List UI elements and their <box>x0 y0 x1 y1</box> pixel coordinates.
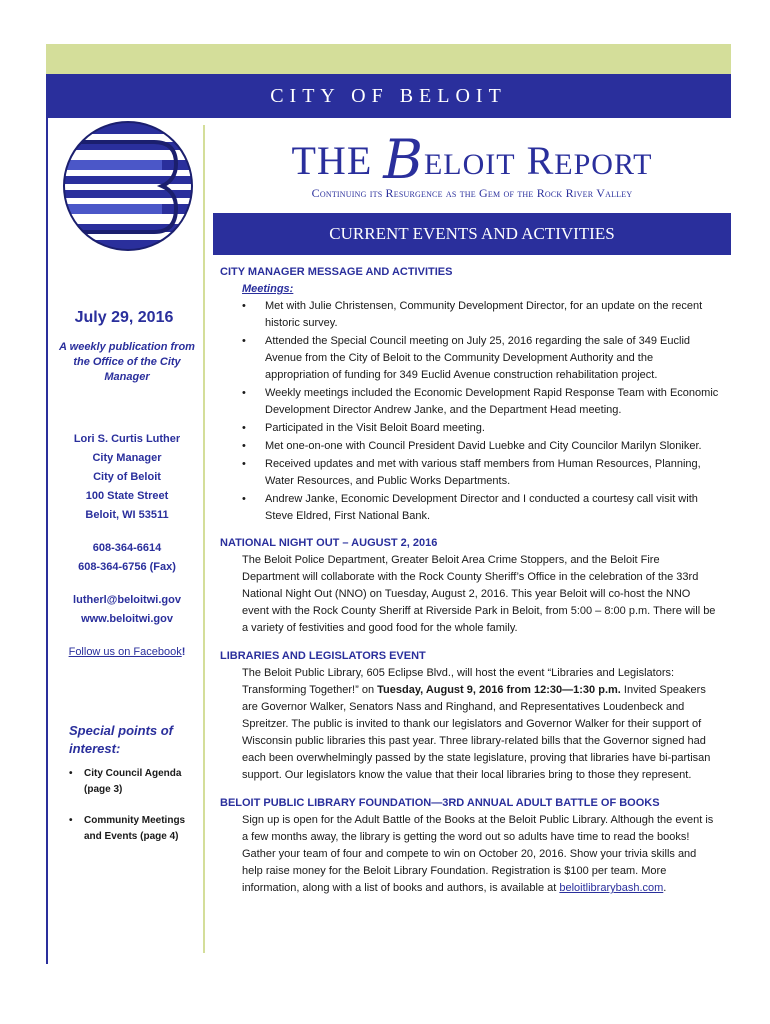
column-divider <box>203 125 205 953</box>
list-item: • Andrew Janke, Economic Development Director and I conducted a courtesy call visit with Steve Eldred, First National Bank. <box>220 491 720 525</box>
list-item: • Weekly meetings included the Economic Development Rapid Response Team with Economic Development Director Andrew Janke, and the Department Head meeting. <box>220 385 720 419</box>
contact-title: City Manager <box>92 452 162 464</box>
report-subtitle: Continuing its Resurgence as the Gem of the Rock River Valley <box>311 186 633 200</box>
paragraph: The Beloit Public Library, 605 Eclipse Blvd., will host the event “Libraries and Legislators: Transforming Together!” on Tuesday, August 9, 2016 from 12:30—1:30 p.m. Invited Speakers are Governor Walker, Senators Nass and Ringhand, and Representatives Loudenbeck and Spreitzer. The public is invited to thank our legislators and Governor Walker for their support of Wisconsin public libraries this past year. Three library-related bills that the Governor signed had each been overwhelmingly passed by the state legislature, proving that libraries have bi-partisan support. Our legislators know the value that their local libraries bring to those they represent. <box>242 667 711 781</box>
section-heading: BELOIT PUBLIC LIBRARY FOUNDATION—3RD ANNUAL ADULT BATTLE OF BOOKS <box>220 797 660 809</box>
issue-date: July 29, 2016 <box>74 309 174 326</box>
header-accent-bar <box>46 44 731 74</box>
list-item: • Met with Julie Christensen, Community Development Director, for an update on the recent historic survey. <box>220 298 720 332</box>
meetings-label: Meetings: <box>242 283 294 295</box>
contact-org: City of Beloit <box>93 471 161 483</box>
library-bash-link[interactable]: beloitlibrarybash.com <box>559 882 664 894</box>
section-heading: CITY MANAGER MESSAGE AND ACTIVITIES <box>220 266 453 278</box>
paragraph: Sign up is open for the Adult Battle of the Books at the Beloit Public Library. Although the event is a few months away, the library is getting the word out so adults have time to read the books! Gather your team of four and compete to win on October 20, 2016. Show your trivia skills and help raise money for the Beloit Library Foundation. Registration is $100 per team. More information, along with a list of books and authors, is available at beloitlibrarybash.com. <box>242 814 714 894</box>
contact-block: Lori S. Curtis Luther City Manager City of Beloit 100 State Street Beloit, WI 53511 608-364-6614 608-364-6756 (Fax) lutherl@beloitwi.gov www.beloitwi.gov Follow us on Facebook! <box>58 430 196 662</box>
list-item: • Community Meetings and Events (page 4) <box>69 813 199 845</box>
contact-name: Lori S. Curtis Luther <box>73 433 181 445</box>
contact-street: 100 State Street <box>85 490 169 502</box>
contact-fax: 608-364-6756 (Fax) <box>78 561 176 573</box>
paragraph: The Beloit Police Department, Greater Beloit Area Crime Stoppers, and the Beloit Fire Department will collaborate with the Rock County Sheriff’s Office in the celebration of the 33rd National Night Out (NNO) on Tuesday, August 2, 2016. This year Beloit will co-host the NNO event with the Rock County Sheriff at Riverside Park in Beloit, from 5:00 – 8:00 p.m. There will be a variety of festivities and good food for the whole family. <box>242 554 716 634</box>
list-item: • Attended the Special Council meeting on July 25, 2016 regarding the sale of 349 Euclid Avenue from the City of Beloit to the Community Development Authority and the appropriation of funding for 349 Euclid Avenue construction rehabilitation project. <box>220 333 720 384</box>
main-content <box>220 264 720 908</box>
left-border-line <box>46 118 48 964</box>
report-title: THE BELOIT REPORT <box>291 128 653 191</box>
list-item: • Met one-on-one with Council President David Luebke and City Councilor Marilyn Sloniker. <box>220 438 720 455</box>
meetings-list <box>220 298 720 525</box>
list-item: • Participated in the Visit Beloit Board meeting. <box>220 420 720 437</box>
contact-city: Beloit, WI 53511 <box>85 509 169 521</box>
section-banner: CURRENT EVENTS AND ACTIVITIES <box>213 213 731 255</box>
list-item: • City Council Agenda (page 3) <box>69 766 199 798</box>
city-banner: CITY OF BELOIT <box>46 74 731 118</box>
city-logo <box>62 120 194 252</box>
section-heading: LIBRARIES AND LEGISLATORS EVENT <box>220 650 426 662</box>
list-item: • Received updates and met with various staff members from Human Resources, Planning, Water Resources, and Public Works Departments. <box>220 456 720 490</box>
facebook-link[interactable]: Follow us on Facebook <box>68 646 182 658</box>
section-heading: NATIONAL NIGHT OUT – AUGUST 2, 2016 <box>220 537 438 549</box>
contact-phone: 608-364-6614 <box>92 542 162 554</box>
contact-email[interactable]: lutherl@beloitwi.gov <box>73 594 181 606</box>
special-points-list <box>69 766 199 860</box>
special-points-title: Special points of interest: <box>69 723 174 756</box>
contact-website[interactable]: www.beloitwi.gov <box>81 613 173 625</box>
publication-note: A weekly publication from the Office of the City Manager <box>59 341 195 383</box>
